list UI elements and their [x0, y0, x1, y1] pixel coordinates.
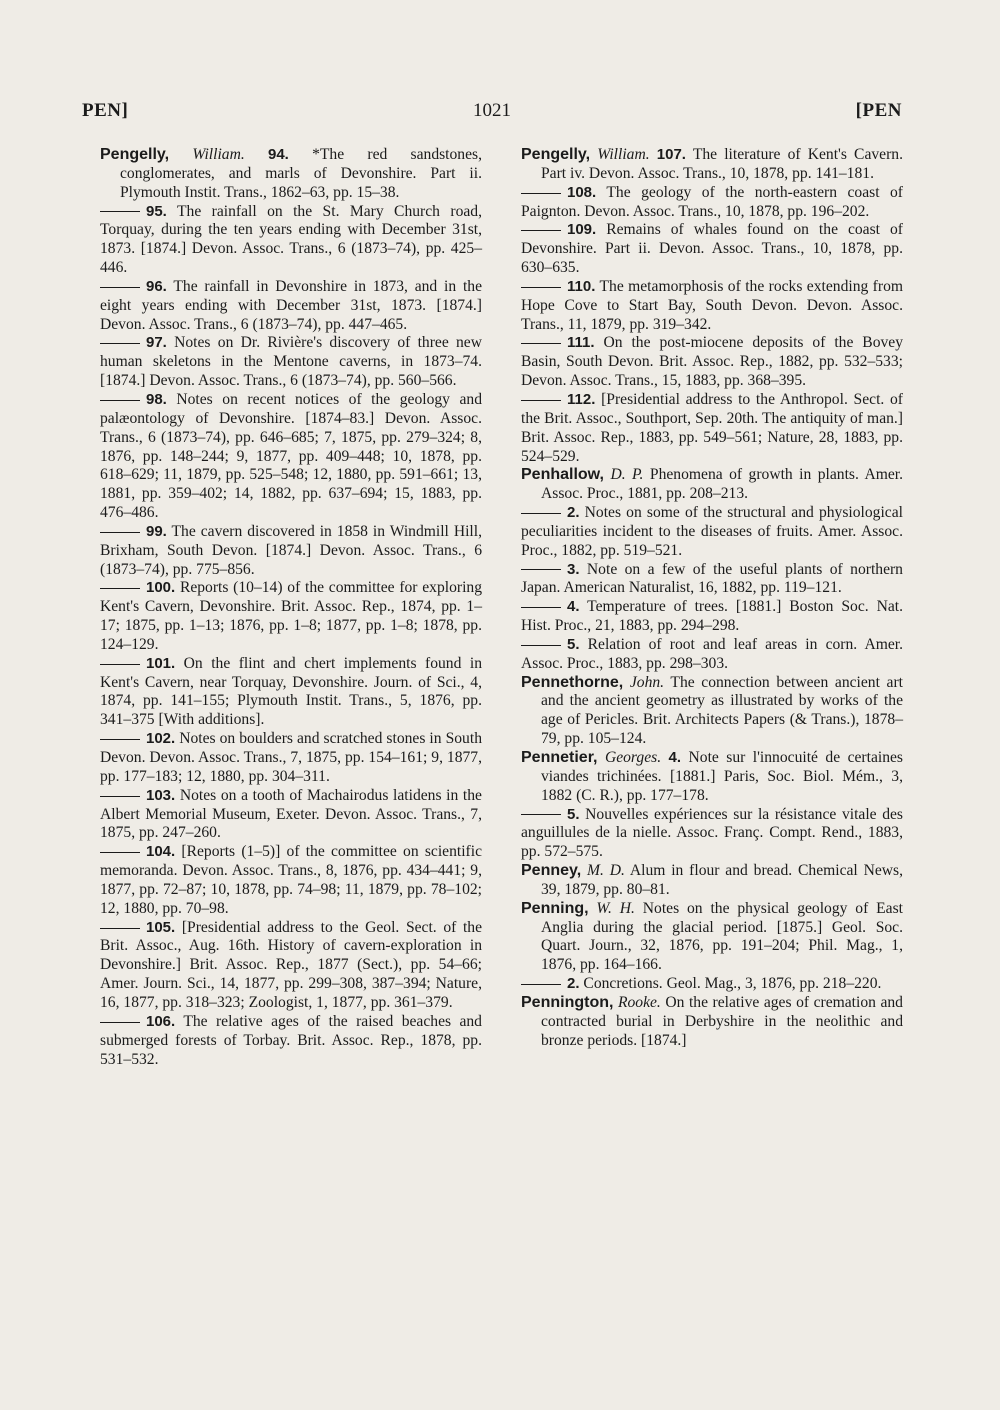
entry-text: Reports (10–14) of the committee for exploring Kent's Cavern, Devonshire. Brit. Assoc. Rep., 1874, pp. 1–17; 1875, pp. 1–13; 1876, pp. 1–8; 1877, pp. 1–8; 1878, pp. 124–129.: [100, 579, 482, 653]
entry-number: 95.: [146, 202, 167, 220]
entry-number: 101.: [146, 654, 176, 672]
author-entry: [521, 674, 903, 749]
ditto-dash: [521, 607, 561, 608]
sub-entry: [521, 334, 903, 391]
entry-text: The metamorphosis of the rocks extending from Hope Cove to Start Bay, South Devon. Devon. Assoc. Trans., 11, 1879, pp. 319–342.: [521, 277, 903, 333]
sub-entry: [100, 523, 482, 580]
entry-text: [Presidential address to the Geol. Sect. of the Brit. Assoc., Aug. 16th. History of cavern-exploration in Devonshire.] Brit. Assoc. Rep., 1877 (Sect.), pp. 54–66; Amer. Journ. Sci., 14, 1877, pp. 299–308, 387–394; Nature, 16, 1877, pp. 318–323; Zoologist, 1, 1877, pp. 361–379.: [100, 918, 483, 1011]
entry-text: On the relative ages of cremation and contracted burial in Derbyshire in the neolithic and bronze periods. [1874.]: [541, 993, 903, 1049]
entry-text: Nouvelles expériences sur la résistance vitale des anguillules de la nielle. Assoc. Franç. Compt. Rend., 1883, pp. 572–575.: [521, 805, 903, 861]
entry-number: 94.: [267, 146, 289, 163]
ditto-dash: [100, 287, 140, 288]
author-name: Pengelly,: [521, 146, 591, 163]
ditto-dash: [521, 645, 561, 646]
right-column: [521, 146, 903, 1051]
entry-text: Notes on recent notices of the geology and palæontology of Devonshire. [1874–83.] Devon. Assoc. Trans., 6 (1873–74), pp. 646–685; 7, 1875, pp. 279–324; 8, 1876, pp. 148–244; 9, 1877, pp. 409–448; 10, 1878, pp. 618–629; 11, 1879, pp. 525–548; 12, 1880, pp. 591–661; 13, 1881, pp. 359–402; 14, 1882, pp. 637–694; 15, 1883, pp. 476–486.: [100, 390, 482, 522]
author-name: Penney,: [521, 862, 582, 880]
entry-text: The relative ages of the raised beaches and submerged forests of Torbay. Brit. Assoc. Rep., 1878, pp. 531–532.: [100, 1012, 482, 1068]
sub-entry: [100, 730, 482, 787]
entry-text: The connection between ancient art and the ancient geometry as illustrated by works of the age of Pericles. Brit. Architects Papers (& Trans.), 1878–79, pp. 105–124.: [541, 673, 903, 748]
author-given-name: M. D.: [587, 862, 625, 880]
ditto-dash: [100, 664, 140, 665]
sub-entry: [521, 504, 903, 561]
entry-text: On the flint and chert implements found in Kent's Cavern, near Torquay, Devonshire. Journ. of Sci., 4, 1874, pp. 141–155; Plymouth Instit. Trans., 5, 1876, pp. 341–375 [With additions].: [100, 654, 482, 729]
sub-entry: [521, 975, 903, 994]
entry-text: Phenomena of growth in plants. Amer. Assoc. Proc., 1881, pp. 208–213.: [541, 466, 903, 503]
ditto-dash: [100, 211, 140, 212]
entry-text: *The red sandstones, conglomerates, and marls of Devonshire. Part ii. Plymouth Instit. Trans., 1862–63, pp. 15–38.: [120, 146, 482, 201]
ditto-dash: [100, 928, 140, 929]
entry-text: Alum in flour and bread. Chemical News, 39, 1879, pp. 80–81.: [541, 862, 903, 898]
entry-number: 2.: [567, 504, 580, 522]
entry-text: Relation of root and leaf areas in corn. Amer. Assoc. Proc., 1883, pp. 298–303.: [521, 635, 903, 672]
sub-entry: [100, 919, 482, 1013]
ditto-dash: [100, 739, 140, 740]
author-given-name: William.: [597, 146, 650, 163]
sub-entry: [521, 184, 903, 222]
sub-entry: [100, 843, 482, 918]
entry-number: 4.: [668, 749, 682, 766]
entry-number: 96.: [146, 277, 167, 295]
entry-text: The geology of the north-eastern coast of Paignton. Devon. Assoc. Trans., 10, 1878, pp. 196–202.: [521, 183, 903, 220]
entry-number: 2.: [567, 975, 580, 993]
author-entry: [521, 749, 903, 806]
entry-number: 108.: [567, 183, 597, 201]
entry-number: 98.: [146, 390, 167, 408]
entry-number: 111.: [567, 334, 595, 352]
page-number: 1021: [473, 100, 511, 121]
header-right-guide: [PEN: [855, 100, 902, 121]
author-name: Penning,: [521, 899, 589, 917]
entry-number: 3.: [567, 560, 580, 578]
sub-entry: [100, 334, 482, 391]
author-given-name: D. P.: [610, 466, 644, 484]
entry-number: 102.: [146, 730, 176, 748]
ditto-dash: [100, 343, 140, 344]
ditto-dash: [521, 984, 561, 985]
author-name: Pennetier,: [521, 749, 598, 766]
ditto-dash: [521, 569, 561, 570]
entry-number: 110.: [567, 277, 596, 295]
sub-entry: [521, 278, 903, 335]
sub-entry: [100, 203, 482, 278]
author-given-name: William.: [192, 146, 245, 163]
entry-number: 5.: [567, 805, 580, 823]
sub-entry: [100, 391, 482, 523]
entry-text: Notes on a tooth of Machairodus latidens in the Albert Memorial Museum, Exeter. Devon. Assoc. Trans., 7, 1875, pp. 247–260.: [100, 786, 482, 842]
author-entry: [521, 900, 903, 975]
entry-number: 100.: [146, 579, 176, 597]
entry-number: 106.: [146, 1012, 176, 1030]
entry-number: 103.: [146, 786, 176, 804]
entry-number: 99.: [146, 522, 167, 540]
author-given-name: Rooke.: [617, 993, 661, 1011]
author-given-name: John.: [629, 673, 665, 691]
entry-number: 97.: [146, 334, 167, 352]
entry-text: Notes on the physical geology of East Anglia during the glacial period. [1875.] Geol. Soc. Quart. Journ., 32, 1876, pp. 191–204; Phil. Mag., 1, 1876, pp. 164–166.: [541, 899, 903, 974]
entry-number: 107.: [656, 146, 686, 163]
sub-entry: [521, 391, 903, 466]
header-left-guide: PEN]: [82, 100, 129, 121]
sub-entry: [100, 1013, 482, 1070]
ditto-dash: [100, 532, 140, 533]
ditto-dash: [100, 588, 140, 589]
author-name: Pengelly,: [100, 146, 170, 163]
entry-text: The rainfall in Devonshire in 1873, and in the eight years ending with December 31st, 1873. [1874.] Devon. Assoc. Trans., 6 (1873–74), pp. 447–465.: [100, 277, 482, 333]
entry-text: Concretions. Geol. Mag., 3, 1876, pp. 218–220.: [583, 975, 882, 993]
sub-entry: [521, 636, 903, 674]
entry-number: 104.: [146, 843, 176, 861]
entry-text: Note sur l'innocuité de certaines viandes trichinées. [1881.] Paris, Soc. Biol. Mém., 3, 1882 (C. R.), pp. 177–178.: [541, 749, 903, 804]
ditto-dash: [521, 814, 561, 815]
ditto-dash: [521, 343, 561, 344]
author-entry: [521, 862, 903, 900]
author-given-name: Georges.: [604, 749, 662, 766]
sub-entry: [521, 561, 903, 599]
author-entry: [521, 146, 903, 184]
author-entry: [521, 994, 903, 1051]
author-entry: [521, 466, 903, 504]
ditto-dash: [521, 400, 561, 401]
ditto-dash: [521, 513, 561, 514]
entry-text: On the post-miocene deposits of the Bovey Basin, South Devon. Brit. Assoc. Rep., 1882, pp. 532–533; Devon. Assoc. Trans., 15, 1883, pp. 368–395.: [521, 334, 904, 390]
entry-text: Notes on Dr. Rivière's discovery of three new human skeletons in the Mentone caverns, in 1873–74. [1874.] Devon. Assoc. Trans., 6 (1873–74), pp. 560–566.: [100, 334, 482, 390]
ditto-dash: [521, 287, 561, 288]
entry-number: 105.: [146, 918, 176, 936]
ditto-dash: [100, 796, 140, 797]
entry-text: The rainfall on the St. Mary Church road, Torquay, during the ten years ending with December 31st, 1873. [1874.] Devon. Assoc. Trans., 6 (1873–74), pp. 425–446.: [100, 202, 482, 277]
sub-entry: [100, 787, 482, 844]
ditto-dash: [100, 400, 140, 401]
entry-number: 112.: [567, 390, 596, 408]
sub-entry: [521, 221, 903, 278]
entry-text: Notes on boulders and scratched stones in South Devon. Devon. Assoc. Trans., 7, 1875, pp. 154–161; 9, 1877, pp. 177–183; 12, 1880, pp. 304–311.: [100, 730, 482, 785]
entry-text: The cavern discovered in 1858 in Windmill Hill, Brixham, South Devon. [1874.] Devon. Assoc. Trans., 6 (1873–74), pp. 775–856.: [100, 522, 482, 578]
sub-entry: [521, 806, 903, 863]
entry-text: Notes on some of the structural and physiological peculiarities incident to the diseases of fruits. Amer. Assoc. Proc., 1882, pp. 519–521.: [521, 504, 903, 559]
author-given-name: W. H.: [596, 899, 635, 917]
entry-number: 5.: [567, 635, 580, 653]
author-name: Pennethorne,: [521, 673, 624, 691]
entry-number: 4.: [567, 598, 580, 616]
left-column: [100, 146, 482, 1069]
entry-text: Temperature of trees. [1881.] Boston Soc. Nat. Hist. Proc., 21, 1883, pp. 294–298.: [521, 598, 903, 635]
author-name: Penhallow,: [521, 466, 604, 484]
entry-text: [Reports (1–5)] of the committee on scientific memoranda. Devon. Assoc. Trans., 8, 1876, pp. 434–441; 9, 1877, pp. 72–87; 10, 1878, pp. 74–98; 11, 1879, pp. 78–102; 12, 1880, pp. 70–98.: [100, 843, 482, 917]
entry-text: [Presidential address to the Anthropol. Sect. of the Brit. Assoc., Southport, Sep. 20th. The antiquity of man.] Brit. Assoc. Rep., 1883, pp. 549–561; Nature, 28, 1883, pp. 524–529.: [521, 390, 903, 465]
sub-entry: [100, 655, 482, 730]
entry-text: Remains of whales found on the coast of Devonshire. Part ii. Devon. Assoc. Trans., 10, 1878, pp. 630–635.: [521, 221, 903, 277]
author-entry: [100, 146, 482, 203]
ditto-dash: [521, 193, 561, 194]
entry-number: 109.: [567, 221, 597, 239]
ditto-dash: [521, 230, 561, 231]
running-header: [82, 100, 902, 130]
entry-text: Note on a few of the useful plants of northern Japan. American Naturalist, 16, 1882, pp. 119–121.: [521, 560, 903, 597]
entry-text: The literature of Kent's Cavern. Part iv. Devon. Assoc. Trans., 10, 1878, pp. 141–181.: [541, 146, 903, 182]
sub-entry: [521, 598, 903, 636]
ditto-dash: [100, 1022, 140, 1023]
sub-entry: [100, 579, 482, 654]
author-name: Pennington,: [521, 993, 614, 1011]
sub-entry: [100, 278, 482, 335]
ditto-dash: [100, 852, 140, 853]
